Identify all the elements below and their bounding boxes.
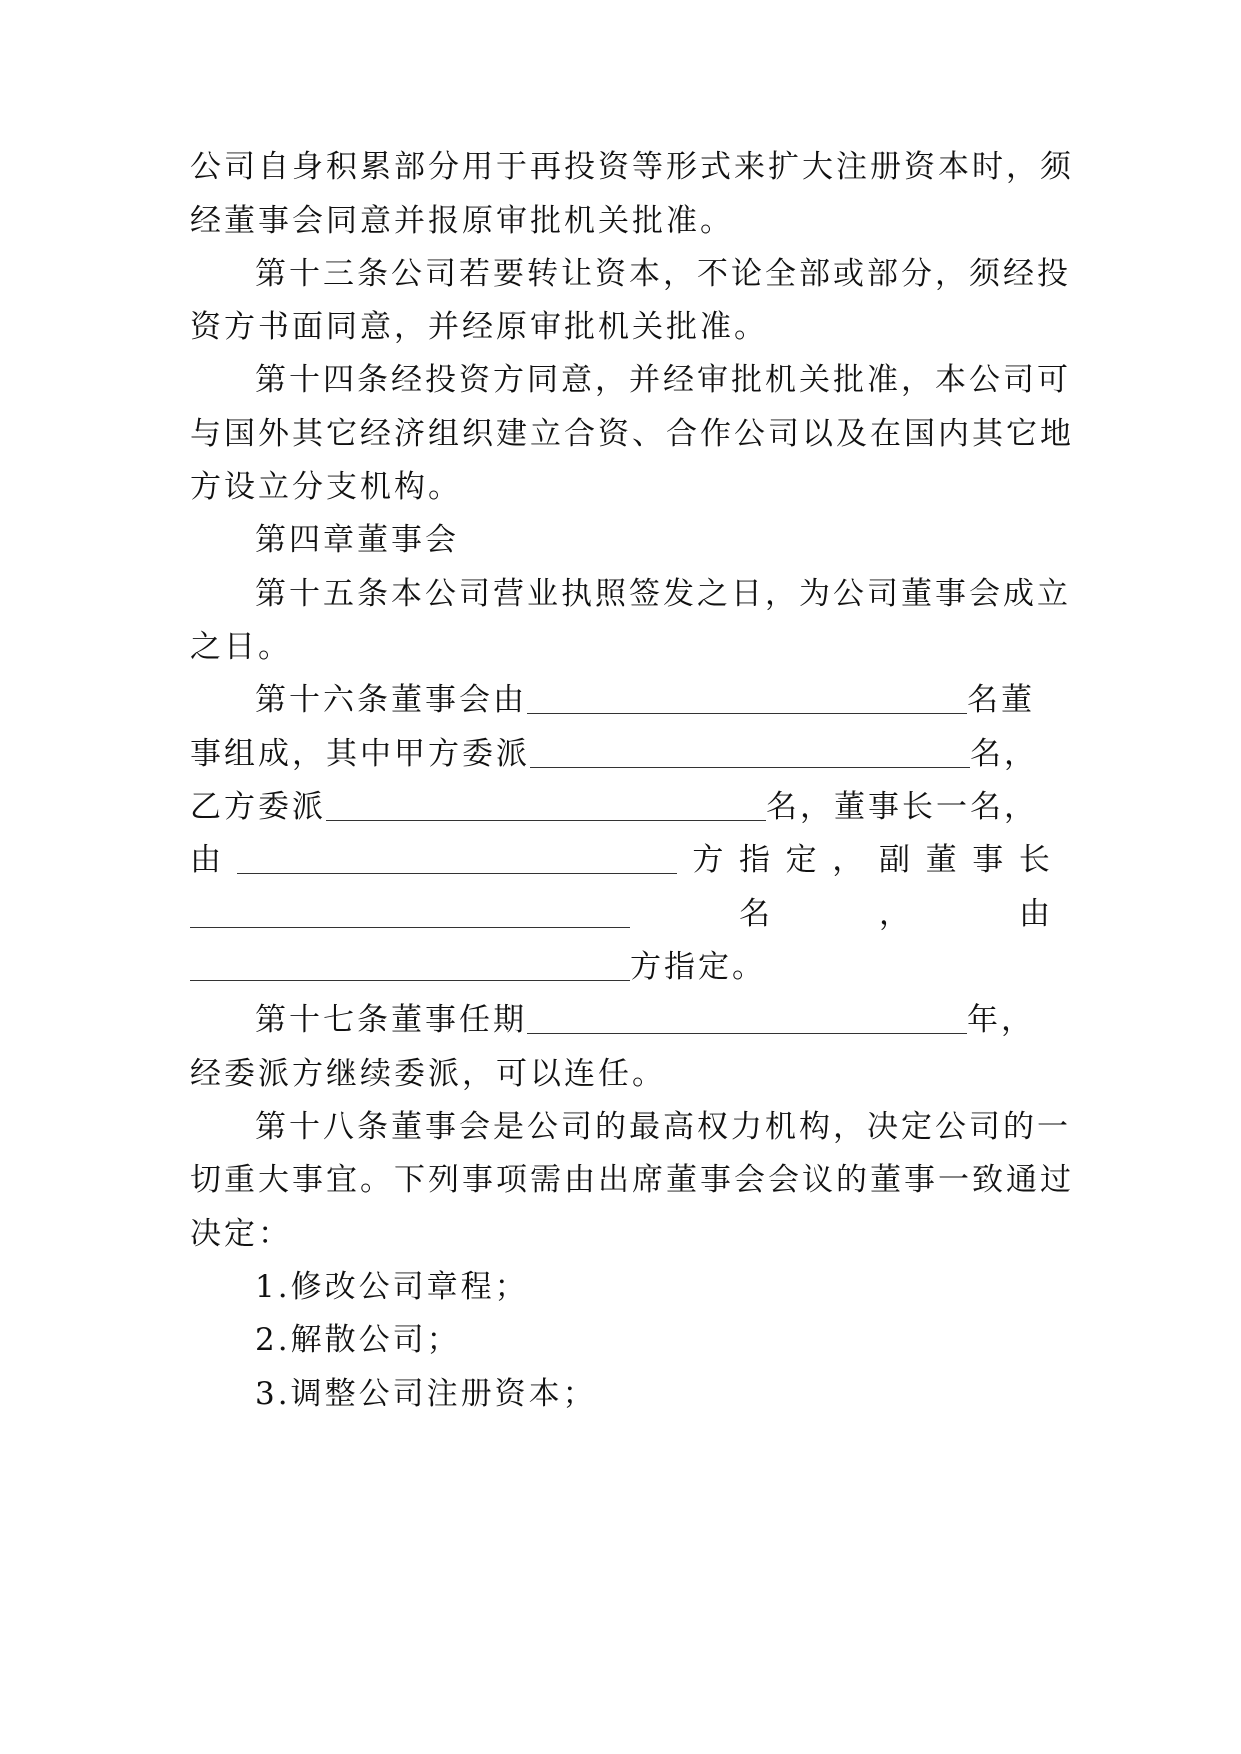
blank-field xyxy=(190,938,630,981)
text-char: ， xyxy=(832,842,864,878)
article-13-line: 第十三条公司若要转让资本，不论全部或部分，须经投 xyxy=(255,256,1071,292)
text-line: 经委派方继续委派，可以连任。 xyxy=(190,1056,666,1092)
text-char: 由 xyxy=(190,842,221,878)
text-segment: 乙方委派 xyxy=(190,789,326,825)
text-segment: 第十七条董事任期 xyxy=(255,1002,527,1038)
text-char: 事 xyxy=(972,842,1004,878)
article-16-line-6 xyxy=(190,938,1050,996)
article-18-line-1: 第十八条董事会是公司的最高权力机构，决定公司的一 xyxy=(255,1109,1071,1145)
text-char: 董 xyxy=(925,842,957,878)
blank-field xyxy=(326,778,766,821)
article-16-line-4 xyxy=(190,831,1050,889)
text-char: 名 xyxy=(739,896,770,932)
text-line: 资方书面同意，并经原审批机关批准。 xyxy=(190,309,768,345)
text-char: 方 xyxy=(692,842,724,878)
text-segment: 名，董事长一名， xyxy=(766,789,1038,825)
text-char: 副 xyxy=(878,842,910,878)
text-char: ， xyxy=(879,896,910,932)
text-segment: 名， xyxy=(970,736,1038,772)
list-item: 3.调整公司注册资本； xyxy=(255,1376,597,1412)
article-16-prefix: 第十六条董事会由 xyxy=(255,682,527,718)
text-line: 决定： xyxy=(190,1216,292,1252)
text-line: 切重大事宜。下列事项需由出席董事会会议的董事一致通过 xyxy=(190,1162,1074,1198)
text-line: 与国外其它经济组织建立合资、合作公司以及在国内其它地 xyxy=(190,416,1074,452)
text-segment: 事组成，其中甲方委派 xyxy=(190,736,530,772)
article-16-line-2 xyxy=(190,725,1050,783)
article-16-suffix: 名董 xyxy=(967,682,1035,718)
text-char: 长 xyxy=(1018,842,1050,878)
text-line: 之日。 xyxy=(190,629,292,665)
text-line: 经董事会同意并报原审批机关批准。 xyxy=(190,203,734,239)
text-char: 指 xyxy=(738,842,770,878)
blank-field xyxy=(237,831,677,874)
blank-field xyxy=(527,671,967,714)
list-item: 2.解散公司； xyxy=(255,1322,461,1358)
text-segment: 方指定。 xyxy=(630,949,766,985)
article-17-line-1 xyxy=(255,991,1050,1049)
chapter-heading: 第四章董事会 xyxy=(255,522,459,558)
blank-field xyxy=(527,991,967,1034)
article-14-line: 第十四条经投资方同意，并经审批机关批准，本公司可 xyxy=(255,362,1071,398)
blank-field xyxy=(530,725,970,768)
article-16-line-3 xyxy=(190,778,1050,836)
list-item: 1.修改公司章程； xyxy=(255,1269,529,1305)
article-16-line-1 xyxy=(255,671,1050,729)
text-char: 定 xyxy=(785,842,817,878)
text-segment: 年， xyxy=(967,1002,1035,1038)
article-16-line-5 xyxy=(190,885,1050,943)
text-char: 由 xyxy=(1019,896,1050,932)
blank-field xyxy=(190,885,630,928)
text-line: 方设立分支机构。 xyxy=(190,469,462,505)
article-15-line: 第十五条本公司营业执照签发之日，为公司董事会成立 xyxy=(255,576,1071,612)
text-line: 公司自身积累部分用于再投资等形式来扩大注册资本时，须 xyxy=(190,149,1074,185)
